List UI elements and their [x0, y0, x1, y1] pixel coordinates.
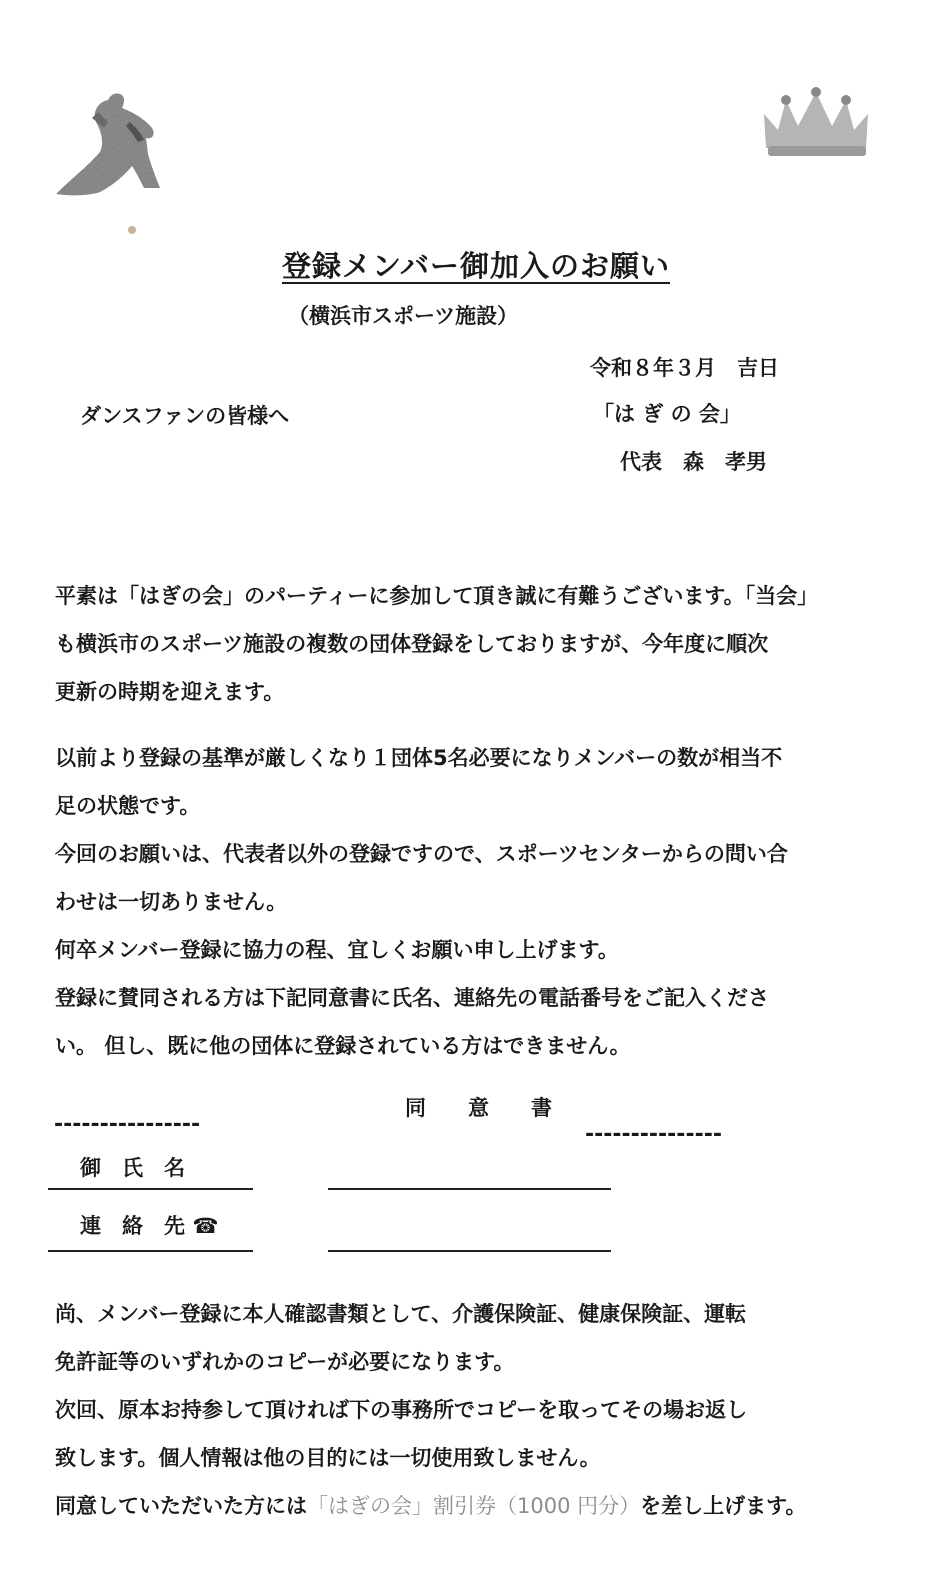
consent-title: 同 意 書	[405, 1096, 552, 1120]
crown-image	[760, 86, 872, 162]
paragraph-line: 何卒メンバー登録に協力の程、宜しくお願い申し上げます。	[55, 938, 619, 962]
paragraph-line: 次回、原本お持参して頂ければ下の事務所でコピーを取ってその場お返し	[55, 1398, 748, 1422]
contact-label	[80, 1210, 218, 1240]
paragraph-line: 以前より登録の基準が厳しくなり１団体5名必要になりメンバーの数が相当不	[55, 746, 783, 770]
underline	[48, 1188, 253, 1190]
underline	[48, 1250, 253, 1252]
organization-name: 「は ぎ の 会」	[593, 402, 741, 426]
discount-coupon-text: 「はぎの会」割引券（1000 円分）	[307, 1494, 641, 1518]
intro-paragraph	[55, 572, 905, 716]
addressee: ダンスファンの皆様へ	[80, 404, 290, 428]
name-field[interactable]	[328, 1188, 611, 1190]
dash-separator-left: ----------------	[54, 1112, 201, 1137]
page-title: 登録メンバー御加入のお願い	[282, 249, 670, 283]
paragraph-line: 今回のお願いは、代表者以外の登録ですので、スポーツセンターからの問い合	[55, 842, 788, 866]
last-line-prefix: 同意していただいた方には	[55, 1494, 307, 1518]
contact-field[interactable]	[328, 1250, 611, 1252]
ballroom-dancers-image	[52, 82, 172, 198]
contact-label-text: 連 絡 先	[80, 1214, 185, 1238]
footer-paragraph	[55, 1290, 905, 1530]
paragraph-line: い。 但し、既に他の団体に登録されている方はできません。	[55, 1034, 631, 1058]
request-paragraph	[55, 734, 905, 1070]
paragraph-line: 免許証等のいずれかのコピーが必要になります。	[55, 1350, 515, 1374]
paragraph-line: 足の状態です。	[55, 794, 201, 818]
dash-separator-right: ---------------	[585, 1122, 722, 1147]
paragraph-line: 登録に賛同される方は下記同意書に氏名、連絡先の電話番号をご記入くださ	[55, 986, 769, 1010]
phone-icon: ☎	[192, 1214, 219, 1238]
date: 令和８年３月 吉日	[590, 356, 779, 380]
paragraph-line	[55, 1482, 905, 1530]
name-label: 御 氏 名	[80, 1156, 185, 1180]
representative: 代表 森 孝男	[620, 450, 767, 474]
paragraph-line: 平素は「はぎの会」のパーティーに参加して頂き誠に有難うございます。「当会」	[55, 584, 819, 608]
paragraph-line: わせは一切ありません。	[55, 890, 288, 914]
paragraph-line: 更新の時期を迎えます。	[55, 680, 285, 704]
paragraph-line: も横浜市のスポーツ施設の複数の団体登録をしておりますが、今年度に順次	[55, 632, 769, 656]
last-line-suffix: を差し上げます。	[640, 1494, 807, 1518]
subtitle: （横浜市スポーツ施設）	[288, 304, 519, 328]
paragraph-line: 致します。個人情報は他の目的には一切使用致しません。	[55, 1446, 601, 1470]
paragraph-line: 尚、メンバー登録に本人確認書類として、介護保険証、健康保険証、運転	[55, 1302, 747, 1326]
ink-speck	[128, 226, 136, 234]
